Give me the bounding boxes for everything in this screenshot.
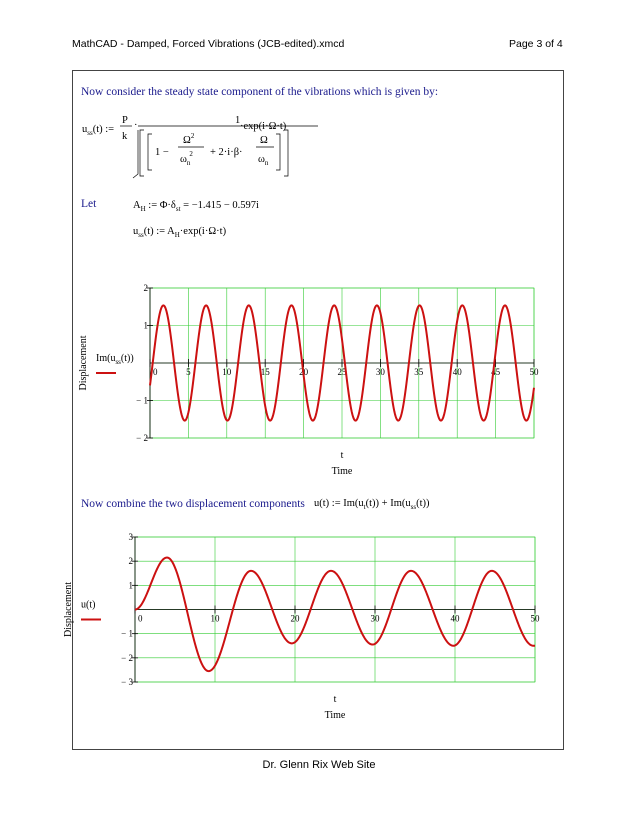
footer: Dr. Glenn Rix Web Site	[262, 759, 376, 771]
y-axis-label: Displacement	[63, 582, 74, 637]
chart-total-displacement	[63, 525, 560, 730]
x-tick-label: 25	[337, 367, 347, 377]
svg-text:1 −: 1 −	[155, 147, 169, 158]
let-label: Let	[81, 198, 97, 210]
series-line	[135, 558, 535, 672]
x-tick-label: 10	[222, 367, 232, 377]
chart-steady-state	[80, 270, 560, 490]
x-variable: t	[333, 694, 337, 705]
y-tick-label: 1	[128, 580, 133, 591]
svg-text:Ω: Ω	[260, 135, 268, 146]
svg-text:Ω2: $\Omega^2$	[183, 132, 195, 146]
intro-text: Now consider the steady state component of the vibrations which is given by:	[81, 86, 439, 98]
uss-formula-tail: ·exp(i·Ω·t)	[240, 121, 287, 132]
x-tick-label: 15	[260, 367, 270, 377]
y-axis-label: Displacement	[78, 335, 89, 391]
x-tick-label: 30	[370, 613, 380, 624]
x-tick-label: 30	[375, 367, 385, 377]
x-tick-label: 5	[186, 367, 191, 377]
y-tick-label: 2	[143, 283, 148, 293]
x-tick-label: 20	[290, 613, 300, 624]
svg-text:P: P	[122, 115, 128, 126]
y-tick-label: 2	[128, 556, 133, 567]
svg-text:1: 1	[235, 115, 241, 126]
legend-label: $Im(u_{ss}(t))$	[96, 353, 134, 366]
svg-text:uss(t) :=: $u_{ss}(t)$ :=	[82, 124, 115, 137]
x-variable: t	[340, 450, 344, 461]
x-tick-label: 35	[414, 367, 424, 377]
x-axis-label: Time	[324, 710, 346, 721]
x-tick-label: 0	[153, 367, 158, 377]
eq-u-total: u(t) := $Im(u_t(t)) + Im(u_{ss}(t))$	[314, 498, 430, 512]
combine-text: Now combine the two displacement components	[81, 498, 305, 510]
svg-text:·: ·	[134, 120, 138, 131]
x-tick-label: 45	[491, 367, 501, 377]
svg-text:ωn: $\omega_n$	[258, 154, 269, 167]
svg-text:+ 2·i·β·: + 2·i·β·	[210, 147, 243, 158]
eq-uss: $u_{ss}(t)$ := $A_H\cdot\exp(i\cdot\Omega\cdot t)$	[133, 226, 227, 240]
x-tick-label: 0	[138, 613, 143, 624]
y-tick-label: − 1	[136, 395, 148, 406]
x-tick-label: 50	[530, 613, 540, 624]
x-tick-label: 10	[210, 613, 220, 624]
header-page: Page 3 of 4	[509, 38, 563, 50]
x-tick-label: 20	[299, 367, 309, 377]
y-tick-label: − 2	[121, 652, 133, 663]
y-tick-label: − 3	[121, 677, 133, 687]
y-tick-label: − 1	[121, 628, 133, 639]
x-tick-label: 40	[450, 613, 460, 624]
svg-text:k: k	[122, 131, 128, 142]
x-tick-label: 40	[452, 367, 462, 377]
y-tick-label: − 2	[136, 433, 148, 443]
y-tick-label: 1	[143, 320, 148, 331]
eq-AH: $A_H$ := $\Phi\cdot\delta_{st} = -1.415 - 0.597i$	[133, 200, 259, 214]
legend-label: u(t)	[81, 599, 96, 611]
x-tick-label: 50	[529, 367, 539, 377]
x-axis-label: Time	[331, 466, 353, 477]
y-tick-label: 3	[128, 532, 133, 542]
svg-text:ωn2: $\omega_n2$	[180, 150, 193, 167]
header-title: MathCAD - Damped, Forced Vibrations (JCB-edited).xmcd	[72, 38, 345, 50]
